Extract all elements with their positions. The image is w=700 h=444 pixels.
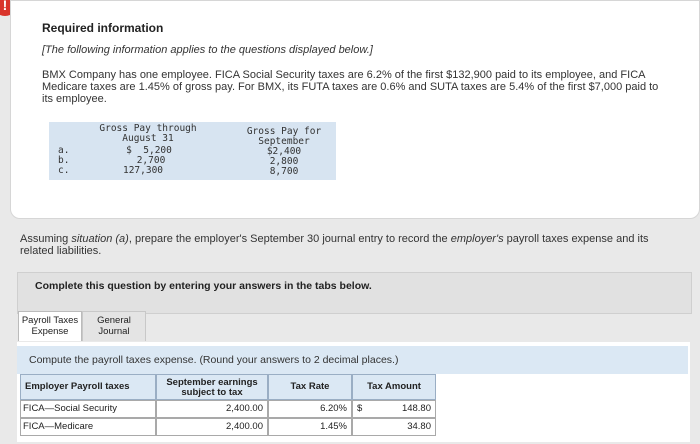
row-medicare-label[interactable]: FICA—Medicare xyxy=(20,418,156,436)
tab-journal-label-1: General xyxy=(97,315,131,326)
col1-header-2: August 31 xyxy=(122,133,174,144)
complete-question-text: Complete this question by entering your answers in the tabs below. xyxy=(35,280,372,292)
row-c-letter: c. xyxy=(58,165,70,176)
row-b-letter: b. xyxy=(58,155,70,166)
row-medicare-rate[interactable]: 1.45% xyxy=(268,418,352,436)
row-b-sept: 2,800 xyxy=(269,156,299,167)
header-september-earnings xyxy=(156,374,268,400)
col2-header: Gross Pay for xyxy=(246,126,322,137)
tab-payroll-label-1: Payroll Taxes xyxy=(21,315,79,326)
row-b-aug: 2,700 xyxy=(136,155,166,166)
row-social-security-rate[interactable]: 6.20% xyxy=(268,400,352,418)
header-employer-payroll-taxes: Employer Payroll taxes xyxy=(20,374,156,400)
row-medicare-earnings[interactable]: 2,400.00 xyxy=(156,418,268,436)
col2-header-2: September xyxy=(258,136,310,147)
row-a-letter: a. xyxy=(58,145,70,156)
row-c-aug: 127,300 xyxy=(122,165,164,176)
required-information-subtitle: [The following information applies to the questions displayed below.] xyxy=(42,44,373,56)
tab-general-journal[interactable] xyxy=(82,311,146,341)
row-social-security-label[interactable]: FICA—Social Security xyxy=(20,400,156,418)
row-medicare-amount[interactable]: 34.80 xyxy=(352,418,436,436)
row-a-aug: $ 5,200 xyxy=(126,145,172,156)
question-employers: employer's xyxy=(450,233,504,245)
tab-journal-label-2: Journal xyxy=(98,326,130,337)
tab-payroll-label-2: Expense xyxy=(31,326,69,337)
row-social-security-amount-value: 148.80 xyxy=(401,403,431,414)
row-a-sept: $2,400 xyxy=(266,146,302,157)
question-text xyxy=(20,233,680,257)
complete-question-banner xyxy=(17,272,692,314)
question-part1: Assuming xyxy=(20,233,72,245)
col1-header: Gross Pay through xyxy=(99,123,197,134)
alert-icon: ! xyxy=(0,0,18,16)
gross-pay-table xyxy=(49,122,336,180)
header-september-earnings-2: subject to tax xyxy=(181,387,243,398)
question-part3: , prepare the employer's September 30 journal entry to record the xyxy=(128,233,451,245)
instruction-hint: (Round your answers to 2 decimal places.) xyxy=(199,354,399,366)
instruction-text: Compute the payroll taxes expense. xyxy=(29,354,197,366)
row-social-security-amount[interactable] xyxy=(352,400,436,418)
payroll-tax-grid xyxy=(20,374,436,444)
question-situation: situation (a) xyxy=(71,233,129,245)
header-september-earnings-1: September earnings xyxy=(166,377,258,388)
required-information-body: BMX Company has one employee. FICA Social Security taxes are 6.2% of the first $132,900 paid to its employee, and FICA Medicare taxes are 1.45% of gross pay. For BMX, its FUTA taxes are 0.6% and SUTA taxes are 5.4% of the first $7,000 paid to its employee. xyxy=(42,69,659,105)
question-part5: payroll taxes expense and its related liabilities. xyxy=(20,233,649,257)
row-social-security-earnings[interactable]: 2,400.00 xyxy=(156,400,268,418)
dollar-sign: $ xyxy=(357,403,363,414)
header-tax-rate: Tax Rate xyxy=(268,374,352,400)
required-information-title: Required information xyxy=(42,21,164,35)
instruction-bar xyxy=(17,346,688,374)
header-tax-amount: Tax Amount xyxy=(352,374,436,400)
row-c-sept: 8,700 xyxy=(269,166,299,177)
tab-payroll-taxes-expense[interactable] xyxy=(18,311,82,341)
